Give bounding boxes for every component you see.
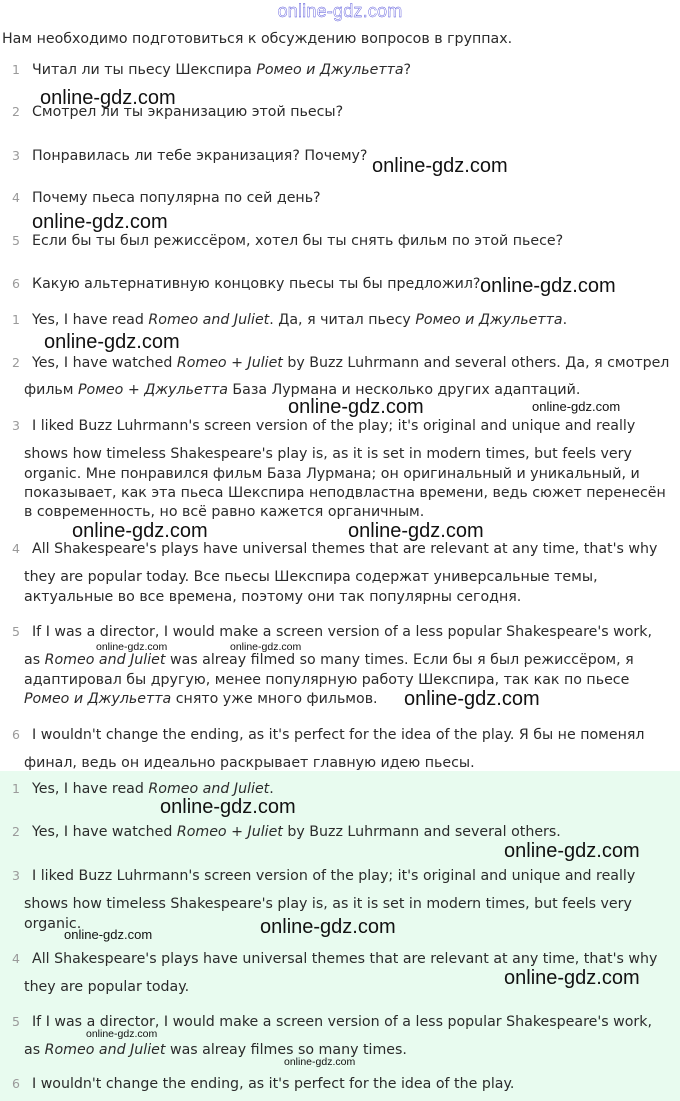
watermark: online-gdz.com: [72, 520, 208, 542]
answer-text: If I was a director, I would make a screen version of a less popular Shakespeare's work,: [32, 1014, 652, 1030]
answer-text: as Romeo and Juliet was alreay filmed so many times. Если бы я был режиссёром, я: [24, 652, 634, 668]
item-number: 5: [12, 624, 20, 639]
answer-text: финал, ведь он идеально раскрывает главную идею пьесы.: [24, 755, 475, 771]
item-number: 2: [12, 104, 20, 119]
item-number: 2: [12, 355, 20, 370]
watermark: online-gdz.com: [404, 688, 540, 710]
answer-text: I wouldn't change the ending, as it's perfect for the idea of the play.: [32, 1076, 515, 1092]
item-number: 5: [12, 1014, 20, 1029]
answer-text: organic. Мне понравился фильм База Лурмана; он оригинальный и уникальный, и: [24, 466, 640, 482]
watermark: online-gdz.com: [284, 1056, 356, 1068]
answer-text: All Shakespeare's plays have universal themes that are relevant at any time, that's why: [32, 951, 658, 967]
watermark-top: online-gdz.com: [277, 1, 403, 21]
answer-text: актуальные во все времена, поэтому они так популярны сегодня.: [24, 589, 522, 605]
answer-text: Ромео и Джульетта снято уже много фильмов.: [24, 691, 378, 707]
answer-text: All Shakespeare's plays have universal themes that are relevant at any time, that's why: [32, 541, 658, 557]
item-number: 3: [12, 418, 20, 433]
answer-text: Yes, I have watched Romeo + Juliet by Buzz Luhrmann and several others. Да, я смотрел: [32, 355, 670, 371]
item-number: 1: [12, 62, 20, 77]
watermark: online-gdz.com: [44, 331, 180, 353]
answer-text: as Romeo and Juliet was alreay filmes so many times.: [24, 1042, 407, 1058]
answer-text: Yes, I have read Romeo and Juliet.: [32, 781, 274, 797]
watermark: online-gdz.com: [40, 87, 176, 109]
item-number: 3: [12, 148, 20, 163]
answer-text: показывает, как эта пьеса Шекспира неподвластна времени, ведь сюжет перенесён: [24, 485, 666, 501]
item-number: 1: [12, 312, 20, 327]
answer-text: I liked Buzz Luhrmann's screen version of the play; it's original and unique and really: [32, 418, 636, 434]
watermark: online-gdz.com: [504, 840, 640, 862]
item-number: 4: [12, 951, 20, 966]
watermark: online-gdz.com: [230, 641, 302, 653]
question-text: Какую альтернативную концовку пьесы ты бы предложил?: [32, 276, 481, 292]
watermark: online-gdz.com: [96, 641, 168, 653]
item-number: 2: [12, 824, 20, 839]
watermark: online-gdz.com: [64, 927, 153, 942]
task-instruction: Нам необходимо подготовиться к обсуждению вопросов в группах.: [2, 31, 513, 47]
watermark: online-gdz.com: [480, 275, 616, 297]
item-number: 6: [12, 727, 20, 742]
watermark: online-gdz.com: [372, 155, 508, 177]
watermark: online-gdz.com: [288, 396, 424, 418]
answer-text: адаптировал бы другую, менее популярную работу Шекспира, так как по пьесе: [24, 672, 630, 688]
answer-text: shows how timeless Shakespeare's play is, as it is set in modern times, but feels very: [24, 896, 632, 912]
answer-text: Yes, I have read Romeo and Juliet. Да, я читал пьесу Ромео и Джульетта.: [32, 312, 568, 328]
watermark: online-gdz.com: [348, 520, 484, 542]
watermark: online-gdz.com: [504, 967, 640, 989]
answer-text: I wouldn't change the ending, as it's perfect for the idea of the play. Я бы не поменял: [32, 727, 645, 743]
question-text: Почему пьеса популярна по сей день?: [32, 190, 321, 206]
watermark: online-gdz.com: [160, 796, 296, 818]
item-number: 5: [12, 233, 20, 248]
watermark: online-gdz.com: [532, 399, 621, 414]
watermark: online-gdz.com: [86, 1028, 158, 1040]
item-number: 6: [12, 1076, 20, 1091]
answer-text: в современность, но всё равно кажется органичным.: [24, 504, 425, 520]
item-number: 6: [12, 276, 20, 291]
answer-text: I liked Buzz Luhrmann's screen version of the play; it's original and unique and really: [32, 868, 636, 884]
question-text: Читал ли ты пьесу Шекспира Ромео и Джульетта?: [32, 62, 412, 78]
answer-text: фильм Ромео + Джульетта База Лурмана и несколько других адаптаций.: [24, 382, 581, 398]
watermark: online-gdz.com: [260, 916, 396, 938]
item-number: 4: [12, 541, 20, 556]
answer-text: they are popular today.: [24, 979, 190, 995]
answer-text: organic.: [24, 916, 82, 932]
question-text: Смотрел ли ты экранизацию этой пьесы?: [32, 104, 344, 120]
answer-text: they are popular today. Все пьесы Шекспира содержат универсальные темы,: [24, 569, 598, 585]
item-number: 1: [12, 781, 20, 796]
answer-text: shows how timeless Shakespeare's play is, as it is set in modern times, but feels very: [24, 446, 632, 462]
watermark: online-gdz.com: [32, 211, 168, 233]
question-text: Понравилась ли тебе экранизация? Почему?: [32, 148, 368, 164]
item-number: 4: [12, 190, 20, 205]
answer-text: If I was a director, I would make a screen version of a less popular Shakespeare's work,: [32, 624, 652, 640]
answer-text: Yes, I have watched Romeo + Juliet by Buzz Luhrmann and several others.: [32, 824, 561, 840]
question-text: Если бы ты был режиссёром, хотел бы ты снять фильм по этой пьесе?: [32, 233, 564, 249]
item-number: 3: [12, 868, 20, 883]
